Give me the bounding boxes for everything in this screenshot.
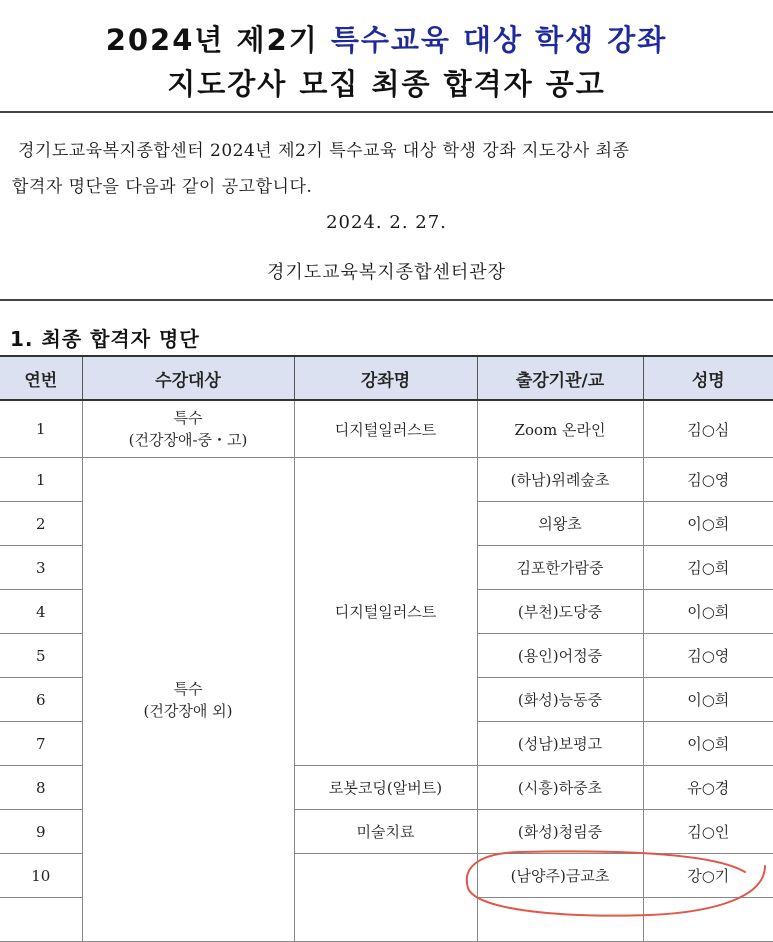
name-cell: 이○희 — [643, 502, 773, 546]
institution-cell: (남양주)금교초 — [477, 854, 643, 898]
course-cell — [294, 854, 477, 942]
table-row — [0, 458, 773, 502]
title-line-2: 지도강사 모집 최종 합격자 공고 — [167, 67, 606, 101]
roster-table — [0, 355, 773, 942]
name-cell: 이○희 — [643, 590, 773, 634]
divider — [0, 111, 773, 113]
course-cell: 디지털일러스트 — [294, 400, 477, 458]
name-cell: 김○영 — [643, 634, 773, 678]
divider — [0, 299, 773, 301]
row-num: 6 — [0, 678, 82, 722]
table-header-row — [0, 356, 773, 400]
row-num: 2 — [0, 502, 82, 546]
institution-cell: (화성)청림중 — [477, 810, 643, 854]
intro-line-2: 합격자 명단을 다음과 같이 공고합니다. — [12, 177, 313, 197]
row-num: 3 — [0, 546, 82, 590]
header-name: 성명 — [643, 356, 773, 400]
header-institution: 출강기관/교 — [477, 356, 643, 400]
issuer: 경기도교육복지종합센터관장 — [266, 262, 507, 283]
row-num: 5 — [0, 634, 82, 678]
title-line-1: 2024년 제2기 특수교육 대상 학생 강좌 — [105, 23, 668, 57]
announcement-title — [0, 0, 773, 112]
row-num: 1 — [0, 400, 82, 458]
row-num: 8 — [0, 766, 82, 810]
header-target: 수강대상 — [82, 356, 294, 400]
row-num: 7 — [0, 722, 82, 766]
row-num: 10 — [0, 854, 82, 898]
name-cell: 김○인 — [643, 810, 773, 854]
intro-line-1: 경기도교육복지종합센터 2024년 제2기 특수교육 대상 학생 강좌 지도강사 최종 — [18, 141, 630, 161]
name-cell: 이○희 — [643, 678, 773, 722]
course-cell: 디지털일러스트 — [294, 458, 477, 766]
table-row — [0, 400, 773, 458]
institution-cell — [477, 898, 643, 942]
institution-cell: (부천)도당중 — [477, 590, 643, 634]
name-cell: 김○희 — [643, 546, 773, 590]
announcement-date: 2024. 2. 27. — [326, 212, 447, 233]
institution-cell: 김포한가람중 — [477, 546, 643, 590]
header-num: 연번 — [0, 356, 82, 400]
row-num: 1 — [0, 458, 82, 502]
institution-cell: 의왕초 — [477, 502, 643, 546]
row-num — [0, 898, 82, 942]
header-course: 강좌명 — [294, 356, 477, 400]
name-cell — [643, 898, 773, 942]
target-cell: 특수 (건강장애-중・고) — [82, 400, 294, 458]
row-num: 9 — [0, 810, 82, 854]
name-cell: 강○기 — [643, 854, 773, 898]
name-cell: 유○경 — [643, 766, 773, 810]
institution-cell: (하남)위례숲초 — [477, 458, 643, 502]
institution-cell: (성남)보평고 — [477, 722, 643, 766]
course-cell: 미술치료 — [294, 810, 477, 854]
title-highlight: 특수교육 대상 학생 강좌 — [330, 23, 668, 57]
target-cell: 특수 (건강장애 외) — [82, 458, 294, 942]
section-title: 1. 최종 합격자 명단 — [10, 327, 200, 351]
row-num: 4 — [0, 590, 82, 634]
course-cell: 로봇코딩(알버트) — [294, 766, 477, 810]
institution-cell: (화성)능동중 — [477, 678, 643, 722]
name-cell: 김○영 — [643, 458, 773, 502]
institution-cell: (용인)어정중 — [477, 634, 643, 678]
name-cell: 이○희 — [643, 722, 773, 766]
institution-cell: Zoom 온라인 — [477, 400, 643, 458]
name-cell: 김○심 — [643, 400, 773, 458]
institution-cell: (시흥)하중초 — [477, 766, 643, 810]
